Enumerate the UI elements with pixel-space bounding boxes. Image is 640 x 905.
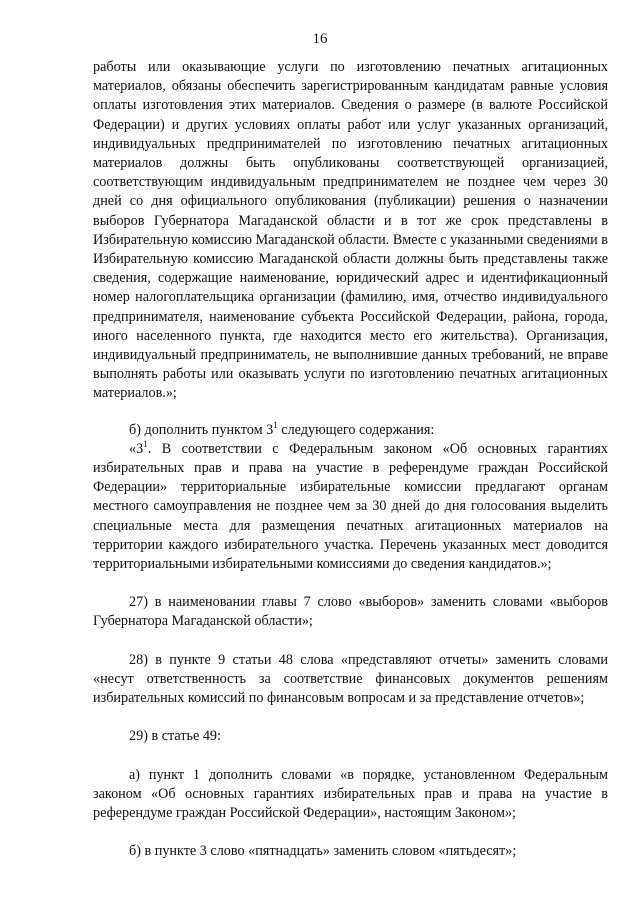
paragraph-text: б) дополнить пунктом 3	[129, 421, 274, 438]
superscript: 1	[143, 438, 148, 449]
paragraph-item-28: 28) в пункте 9 статьи 48 слова «представляют отчеты» заменить словами «несут ответственность за соответствие финансовых документов решениям избирательных комиссий по финансовым вопросам и за представление отчетов»;	[93, 651, 608, 707]
paragraph-item-29a: а) пункт 1 дополнить словами «в порядке, установленном Федеральным законом «Об основных гарантиях избирательных прав и права на участие в референдуме граждан Российской Федерации», настоящим Законом»;	[93, 766, 608, 821]
superscript: 1	[273, 419, 278, 430]
paragraph-item-b-add-point	[93, 421, 608, 440]
paragraph-text: . В соответствии с Федеральным законом «Об основных гарантиях избирательных прав и права на участие в референдуме граждан Российской Федерации» территориальные избирательные комиссии предлагают органам местного самоуправления не позднее чем за 30 дней до дня голосования выделить специальные места для размещения печатных агитационных материалов на территории каждого избирательного участка. Перечень указанных мест доводится территориальными избирательными комиссиями до сведения кандидатов.»;	[93, 440, 608, 573]
paragraph-continuation: работы или оказывающие услуги по изготовлению печатных агитационных материалов, обязаны обеспечить зарегистрированным кандидатам равные условия оплаты изготовления этих материалов. Сведения о размере (в валюте Российской Федерации) и других условиях оплаты работ или услуг указанных организаций, индивидуальных предпринимателей по изготовлению печатных агитационных материалов должны быть опубликованы соответствующей организацией, соответствующим индивидуальным предпринимателем не позднее чем через 30 дней со дня официального опубликования (публикации) решения о назначении выборов Губернатора Магаданской области и в тот же срок представлены в Избирательную комиссию Магаданской области. Вместе с указанными сведениями в Избирательную комиссию Магаданской области должны быть представлены также сведения, содержащие наименование, юридический адрес и идентификационный номер налогоплательщика организации (фамилию, имя, отчество индивидуального предпринимателя, наименование субъекта Российской Федерации, района, города, иного населенного пункта, где находится место его жительства). Организация, индивидуальный предприниматель, не выполнившие данных требований, не вправе выполнять работы или оказывать услуги по изготовлению печатных агитационных материалов.»;	[93, 59, 608, 402]
paragraph-text: «3	[129, 440, 144, 457]
paragraph-item-29b: б) в пункте 3 слово «пятнадцать» заменить словом «пятьдесят»;	[129, 843, 517, 860]
paragraph-new-point-text	[93, 440, 608, 574]
paragraph-item-27: 27) в наименовании главы 7 слово «выборов» заменить словами «выборов Губернатора Магаданской области»;	[93, 594, 608, 630]
paragraph-item-29: 29) в статье 49:	[129, 728, 221, 745]
page-number: 16	[312, 31, 328, 47]
paragraph-text: следующего содержания:	[277, 421, 435, 438]
document-body	[93, 58, 608, 861]
